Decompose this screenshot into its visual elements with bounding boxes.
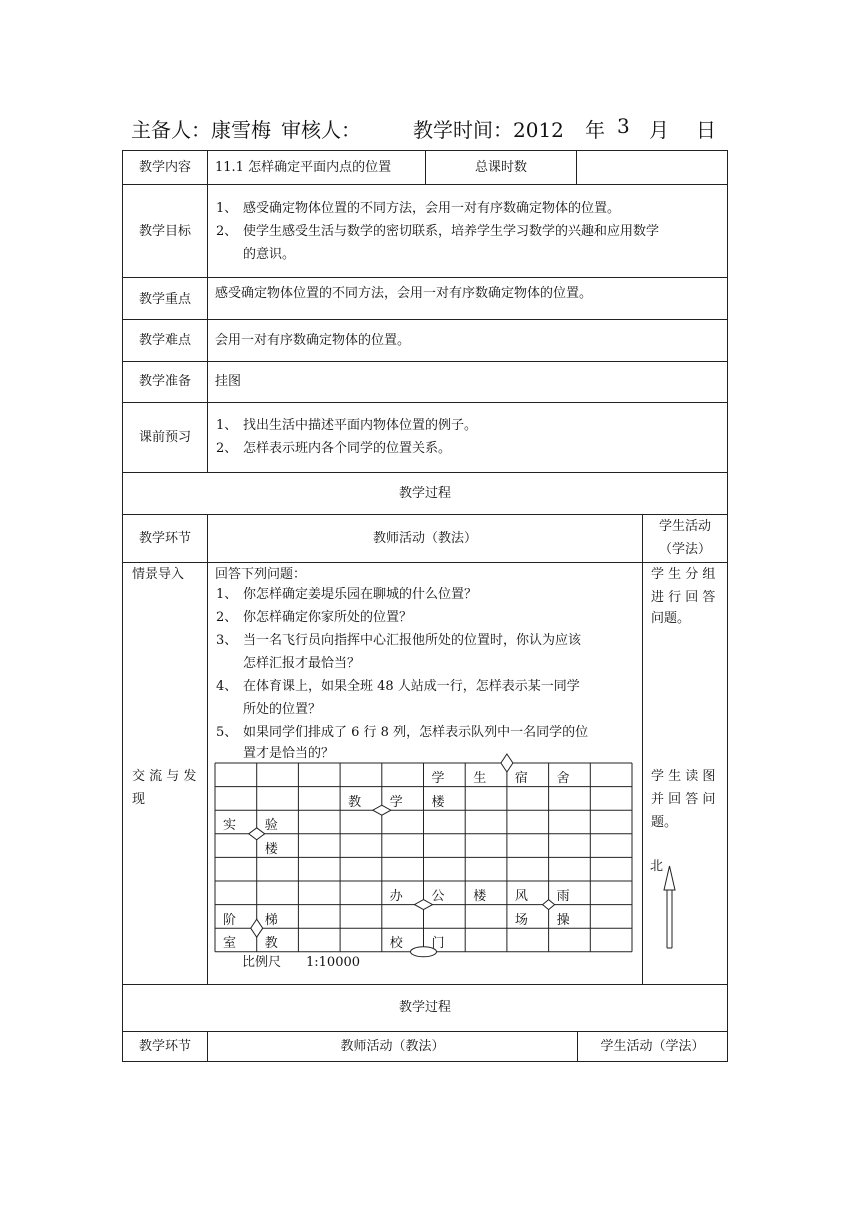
question-number: 3、 bbox=[216, 633, 238, 648]
footer-student-header: 学生活动（学法） bbox=[600, 1039, 705, 1054]
question-text: 如果同学们排成了 6 行 8 列，怎样表示队列中一名同学的位 bbox=[243, 725, 589, 740]
map-label: 楼 bbox=[473, 889, 487, 904]
map-label: 校 bbox=[389, 936, 403, 952]
question-text-continued: 所处的位置？ bbox=[243, 702, 322, 717]
map-label: 舍 bbox=[556, 771, 570, 786]
month-value: 3 bbox=[617, 114, 630, 138]
map-label: 楼 bbox=[431, 794, 445, 810]
difficulty-value: 会用一对有序数确定物体的位置。 bbox=[215, 333, 411, 348]
student-activity-2: 题。 bbox=[651, 815, 678, 830]
map-label: 学 bbox=[389, 794, 403, 810]
focus-label: 教学重点 bbox=[138, 292, 191, 307]
stage-column-header: 教学环节 bbox=[138, 531, 191, 546]
student-activity-2: 并 回 答 问 bbox=[651, 792, 716, 807]
map-location-marker bbox=[249, 828, 265, 840]
map-location-marker bbox=[373, 805, 391, 815]
map-label: 楼 bbox=[264, 841, 278, 857]
map-label: 门 bbox=[431, 936, 445, 952]
map-label: 生 bbox=[473, 771, 487, 786]
map-label: 梯 bbox=[264, 912, 278, 928]
map-label: 场 bbox=[514, 912, 528, 928]
map-label: 阶 bbox=[223, 912, 237, 928]
goal-number: 2、 bbox=[216, 224, 238, 239]
goal-text: 感受确定物体位置的不同方法，会用一对有序数确定物体的位置。 bbox=[243, 201, 621, 216]
north-arrow-icon bbox=[664, 866, 675, 948]
preview-label: 课前预习 bbox=[138, 430, 191, 445]
map-label: 办 bbox=[389, 889, 403, 904]
preview-number: 1、 bbox=[216, 418, 238, 433]
map-label: 宿 bbox=[514, 771, 528, 786]
north-label: 北 bbox=[650, 859, 664, 874]
preview-text: 怎样表示班内各个同学的位置关系。 bbox=[243, 441, 452, 456]
teaching-time-label: 教学时间：2012 bbox=[413, 118, 564, 142]
preparer-label: 主备人：康雪梅 bbox=[131, 118, 271, 142]
goal-text-continued: 的意识。 bbox=[243, 247, 296, 262]
map-label: 学 bbox=[431, 771, 445, 786]
content-label: 教学内容 bbox=[138, 160, 191, 175]
question-text: 你怎样确定姜堤乐园在聊城的什么位置？ bbox=[243, 587, 478, 602]
stage-intro: 情景导入 bbox=[132, 567, 185, 582]
total-hours-label: 总课时数 bbox=[474, 160, 527, 175]
footer-stage-header: 教学环节 bbox=[138, 1039, 191, 1054]
process-title: 教学过程 bbox=[398, 486, 451, 501]
map-label: 风 bbox=[514, 889, 528, 904]
goals-label: 教学目标 bbox=[138, 224, 191, 239]
goal-number: 1、 bbox=[216, 201, 238, 216]
prep-label: 教学准备 bbox=[138, 374, 191, 389]
map-label: 教 bbox=[264, 936, 278, 952]
map-label: 实 bbox=[223, 818, 237, 834]
map-label: 公 bbox=[431, 889, 445, 904]
map-label: 雨 bbox=[556, 889, 570, 904]
question-text: 你怎样确定你家所处的位置？ bbox=[243, 610, 413, 625]
question-text-continued: 置才是恰当的？ bbox=[243, 746, 335, 761]
preview-text: 找出生活中描述平面内物体位置的例子。 bbox=[243, 418, 478, 433]
student-activity-1: 问题。 bbox=[651, 611, 691, 626]
question-text: 在体育课上，如果全班 48 人站成一行，怎样表示某一同学 bbox=[243, 679, 580, 694]
scale-value: 1:10000 bbox=[306, 955, 361, 970]
month-label: 月 bbox=[649, 118, 669, 142]
student-activity-1: 学 生 分 组 bbox=[651, 567, 716, 582]
stage-exchange: 交 流 与 发 bbox=[132, 769, 197, 784]
intro-lead: 回答下列问题： bbox=[215, 567, 307, 582]
map-location-marker bbox=[251, 919, 263, 937]
difficulty-label: 教学难点 bbox=[138, 333, 191, 348]
prep-value: 挂图 bbox=[215, 374, 242, 389]
map-label: 操 bbox=[556, 912, 570, 928]
question-text: 当一名飞行员向指挥中心汇报他所处的位置时，你认为应该 bbox=[243, 633, 582, 648]
preview-number: 2、 bbox=[216, 441, 238, 456]
map-label: 室 bbox=[223, 936, 237, 952]
scale-label: 比例尺 bbox=[242, 955, 282, 970]
student-activity-2: 学 生 读 图 bbox=[651, 769, 716, 784]
day-label: 日 bbox=[696, 118, 716, 142]
footer-teacher-header: 教师活动（教法） bbox=[340, 1039, 445, 1054]
question-number: 4、 bbox=[216, 679, 238, 694]
map-location-marker bbox=[543, 900, 555, 910]
student-column-header: 学生活动 bbox=[658, 519, 711, 534]
year-label: 年 bbox=[585, 118, 605, 142]
stage-exchange: 现 bbox=[132, 792, 146, 807]
student-column-header-sub: （学法） bbox=[658, 542, 711, 557]
question-number: 2、 bbox=[216, 610, 238, 625]
question-text-continued: 怎样汇报才最恰当？ bbox=[243, 656, 361, 671]
map-label: 教 bbox=[348, 794, 362, 810]
map-location-marker bbox=[415, 900, 433, 910]
student-activity-1: 进 行 回 答 bbox=[651, 590, 716, 605]
goal-text: 使学生感受生活与数学的密切联系，培养学生学习数学的兴趣和应用数学 bbox=[243, 224, 660, 239]
map-location-marker bbox=[501, 754, 513, 772]
footer-process-title: 教学过程 bbox=[398, 1000, 451, 1015]
question-number: 5、 bbox=[216, 725, 238, 740]
content-value: 11.1 怎样确定平面内点的位置 bbox=[215, 160, 392, 175]
focus-value: 感受确定物体位置的不同方法，会用一对有序数确定物体的位置。 bbox=[215, 286, 593, 301]
question-number: 1、 bbox=[216, 587, 238, 602]
reviewer-label: 审核人： bbox=[281, 118, 361, 142]
teacher-column-header: 教师活动（教法） bbox=[372, 531, 477, 546]
map-label: 验 bbox=[264, 818, 278, 834]
